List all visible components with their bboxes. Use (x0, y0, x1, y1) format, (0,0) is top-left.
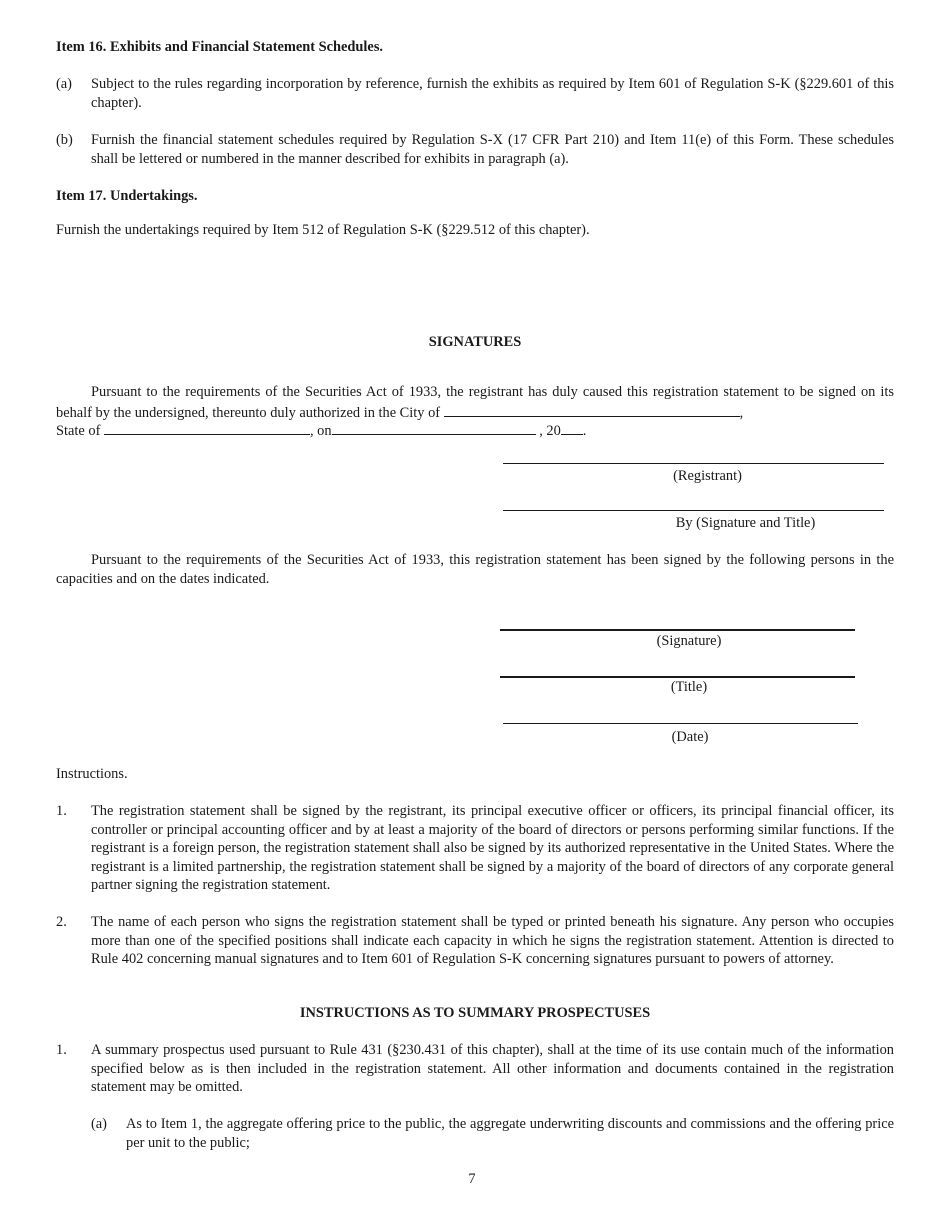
summary-item-1-text: A summary prospectus used pursuant to Rule 431 (§230.431 of this chapter), shall at the time of its use contain much of the information specified below as is then included in the registration statement. All other information and documents contained in the registration statement may be omitted. (91, 1042, 894, 1095)
item-17-text: Furnish the undertakings required by Item 512 of Regulation S-K (§229.512 of this chapter). (56, 222, 590, 238)
signatures-paragraph-1-text: Pursuant to the requirements of the Securities Act of 1933, the registrant has duly caused this registration statement to be signed on its behalf by the undersigned, thereunto duly authorized in the City of (56, 384, 894, 421)
registrant-signature-line[interactable] (503, 463, 884, 464)
year-blank[interactable] (561, 420, 583, 435)
summary-item-1-number: 1. (56, 1042, 67, 1058)
year-label: , 20 (539, 423, 561, 439)
signatures-paragraph-2: Pursuant to the requirements of the Securities Act of 1933, this registration statement has been signed by the following persons in the capacities and on the dates indicated. (56, 552, 894, 587)
state-date-line (56, 420, 586, 441)
date-blank[interactable] (332, 420, 536, 435)
item-16-a-label: (a) (56, 76, 72, 92)
item-16-b-label: (b) (56, 132, 73, 148)
instruction-2-number: 2. (56, 914, 67, 930)
summary-sub-a-text: As to Item 1, the aggregate offering price to the public, the aggregate underwriting discounts and commissions and the offering price per unit to the public; (126, 1116, 894, 1151)
item-17-heading: Item 17. Undertakings. (56, 188, 198, 204)
item-16-a-text: Subject to the rules regarding incorporation by reference, furnish the exhibits as required by Item 601 of Regulation S-K (§229.601 of this chapter). (91, 76, 894, 111)
city-comma: , (739, 404, 744, 421)
item-16-b-text: Furnish the financial statement schedules required by Regulation S-X (17 CFR Part 210) and Item 11(e) of this Form. These schedules shall be lettered or numbered in the manner described for exhibits in paragraph (a). (91, 132, 894, 167)
signature-caption: (Signature) (656, 633, 722, 649)
page-number: 7 (468, 1171, 476, 1187)
instruction-1-text: The registration statement shall be signed by the registrant, its principal executive officer or officers, its principal financial officer, its controller or principal accounting officer and by at least a majority of the board of directors or persons performing similar functions. If the registrant is a foreign person, the registration statement shall also be signed by its authorized representative in the United States. Where the registrant is a limited partnership, the registration statement shall be signed by a majority of the board of directors of any corporate general partner signing the registration statement. (91, 803, 894, 893)
instruction-2-text: The name of each person who signs the registration statement shall be typed or printed beneath his signature. Any person who occupies more than one of the specified positions shall indicate each capacity in which he signs the registration statement. Attention is directed to Rule 402 concerning manual signatures and to Item 601 of Regulation S-K concerning signatures pursuant to powers of attorney. (91, 914, 894, 967)
city-blank[interactable] (444, 402, 740, 417)
item-16-heading: Item 16. Exhibits and Financial Statement Schedules. (56, 39, 384, 55)
state-blank[interactable] (104, 420, 310, 435)
signatures-heading: SIGNATURES (428, 334, 522, 350)
on-label: , on (309, 423, 332, 439)
signatures-paragraph-1 (56, 383, 894, 422)
by-signature-title-caption: By (Signature and Title) (675, 515, 816, 531)
title-caption: (Title) (670, 679, 708, 695)
instructions-heading: Instructions. (56, 766, 128, 782)
registrant-caption: (Registrant) (673, 468, 742, 484)
summary-prospectuses-heading: INSTRUCTIONS AS TO SUMMARY PROSPECTUSES (299, 1005, 651, 1021)
year-period: . (582, 423, 587, 439)
person-date-line[interactable] (503, 723, 858, 724)
date-caption: (Date) (671, 729, 709, 745)
instruction-1-number: 1. (56, 803, 67, 819)
summary-sub-a-label: (a) (91, 1116, 107, 1132)
person-signature-line[interactable] (500, 629, 855, 631)
by-signature-line[interactable] (503, 510, 884, 511)
state-label: State of (56, 423, 101, 439)
